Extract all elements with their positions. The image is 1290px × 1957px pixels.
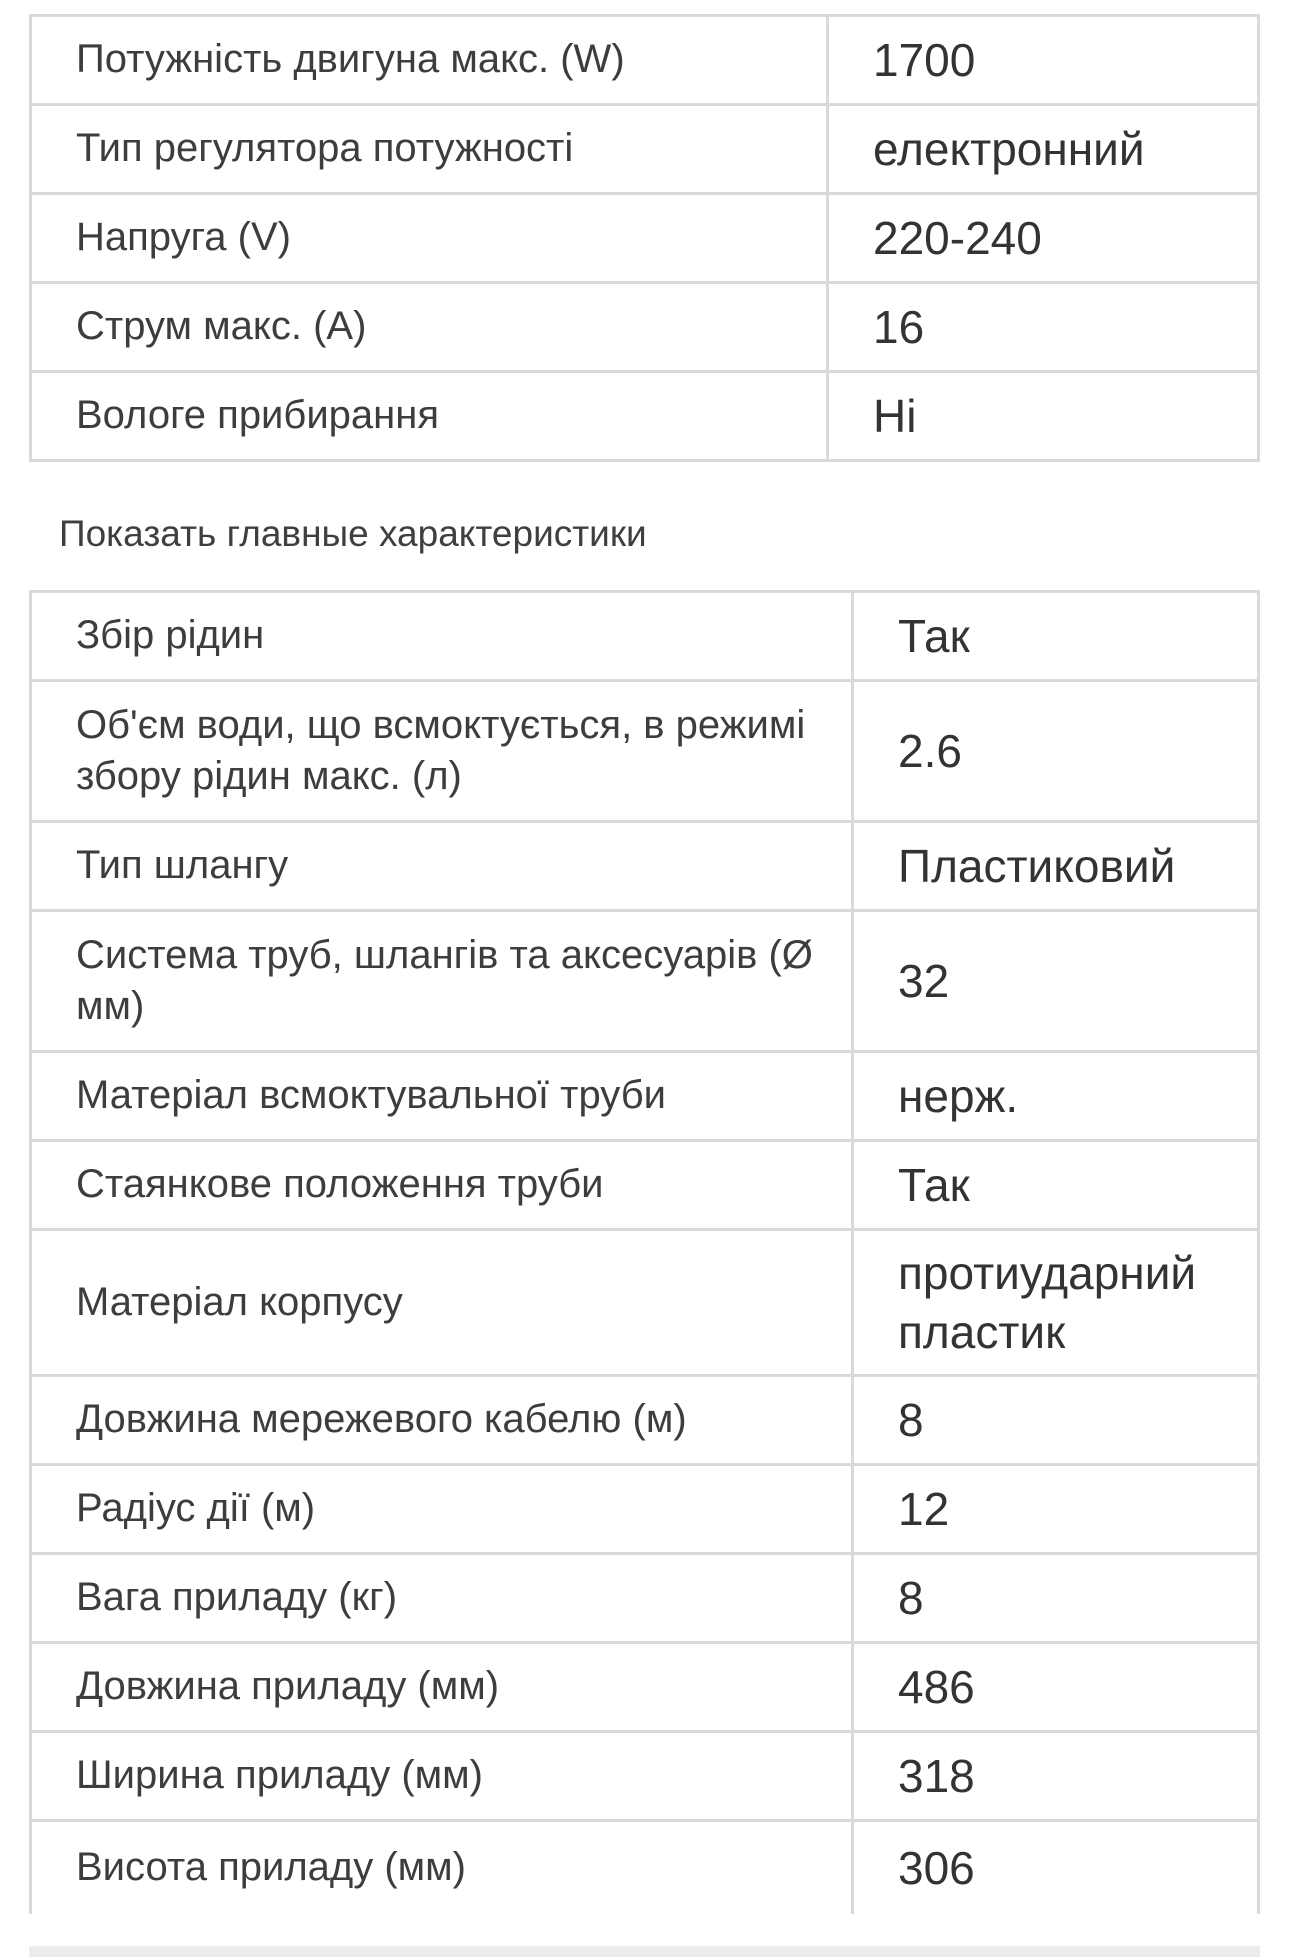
table-row <box>31 592 1259 681</box>
table-row <box>31 911 1259 1052</box>
spec-value: Пластиковий <box>853 822 1259 911</box>
show-main-specs-link[interactable]: Показать главные характеристики <box>59 513 647 554</box>
table-row <box>31 1465 1259 1554</box>
spec-value: 8 <box>853 1376 1259 1465</box>
spec-label: Радіус дії (м) <box>31 1465 853 1554</box>
table-row <box>31 1230 1259 1376</box>
spec-label: Висота приладу (мм) <box>31 1821 853 1915</box>
main-specs-table <box>29 14 1260 462</box>
spec-value: 16 <box>828 283 1259 372</box>
table-row <box>31 16 1259 105</box>
spec-value: 220-240 <box>828 194 1259 283</box>
spec-label: Довжина приладу (мм) <box>31 1643 853 1732</box>
spec-label: Вологе прибирання <box>31 372 828 461</box>
spec-value: Ні <box>828 372 1259 461</box>
spec-label: Напруга (V) <box>31 194 828 283</box>
spec-label: Ширина приладу (мм) <box>31 1732 853 1821</box>
table-row <box>31 1643 1259 1732</box>
spec-label: Вага приладу (кг) <box>31 1554 853 1643</box>
spec-value: 32 <box>853 911 1259 1052</box>
spec-label: Матеріал всмоктувальної труби <box>31 1052 853 1141</box>
spec-value: Так <box>853 592 1259 681</box>
table-row <box>31 1376 1259 1465</box>
spec-label: Довжина мережевого кабелю (м) <box>31 1376 853 1465</box>
table-row <box>31 1732 1259 1821</box>
spec-label: Тип регулятора потужності <box>31 105 828 194</box>
spec-label: Система труб, шлангів та аксесуарів (Ø мм) <box>31 911 853 1052</box>
table-row <box>31 822 1259 911</box>
spec-label: Збір рідин <box>31 592 853 681</box>
spec-label: Об'єм води, що всмоктується, в режимі збору рідин макс. (л) <box>31 681 853 822</box>
spec-value: 8 <box>853 1554 1259 1643</box>
extra-specs-table <box>29 590 1260 1914</box>
spec-label: Потужність двигуна макс. (W) <box>31 16 828 105</box>
spec-value: 2.6 <box>853 681 1259 822</box>
spec-value: 318 <box>853 1732 1259 1821</box>
table-row <box>31 1052 1259 1141</box>
spec-label: Тип шлангу <box>31 822 853 911</box>
table-row <box>31 1554 1259 1643</box>
spec-value: протиударний пластик <box>853 1230 1259 1376</box>
spec-label: Струм макс. (A) <box>31 283 828 372</box>
table-row <box>31 105 1259 194</box>
table-row <box>31 1821 1259 1915</box>
spec-value: 306 <box>853 1821 1259 1915</box>
spec-value: 12 <box>853 1465 1259 1554</box>
table-row <box>31 1141 1259 1230</box>
table-bottom-edge <box>29 1946 1260 1957</box>
spec-value: Так <box>853 1141 1259 1230</box>
spec-value: 486 <box>853 1643 1259 1732</box>
table-row <box>31 372 1259 461</box>
spec-label: Стаянкове положення труби <box>31 1141 853 1230</box>
table-row <box>31 194 1259 283</box>
table-row <box>31 681 1259 822</box>
table-row <box>31 283 1259 372</box>
spec-value: електронний <box>828 105 1259 194</box>
spec-value: нерж. <box>853 1052 1259 1141</box>
spec-label: Матеріал корпусу <box>31 1230 853 1376</box>
spec-value: 1700 <box>828 16 1259 105</box>
